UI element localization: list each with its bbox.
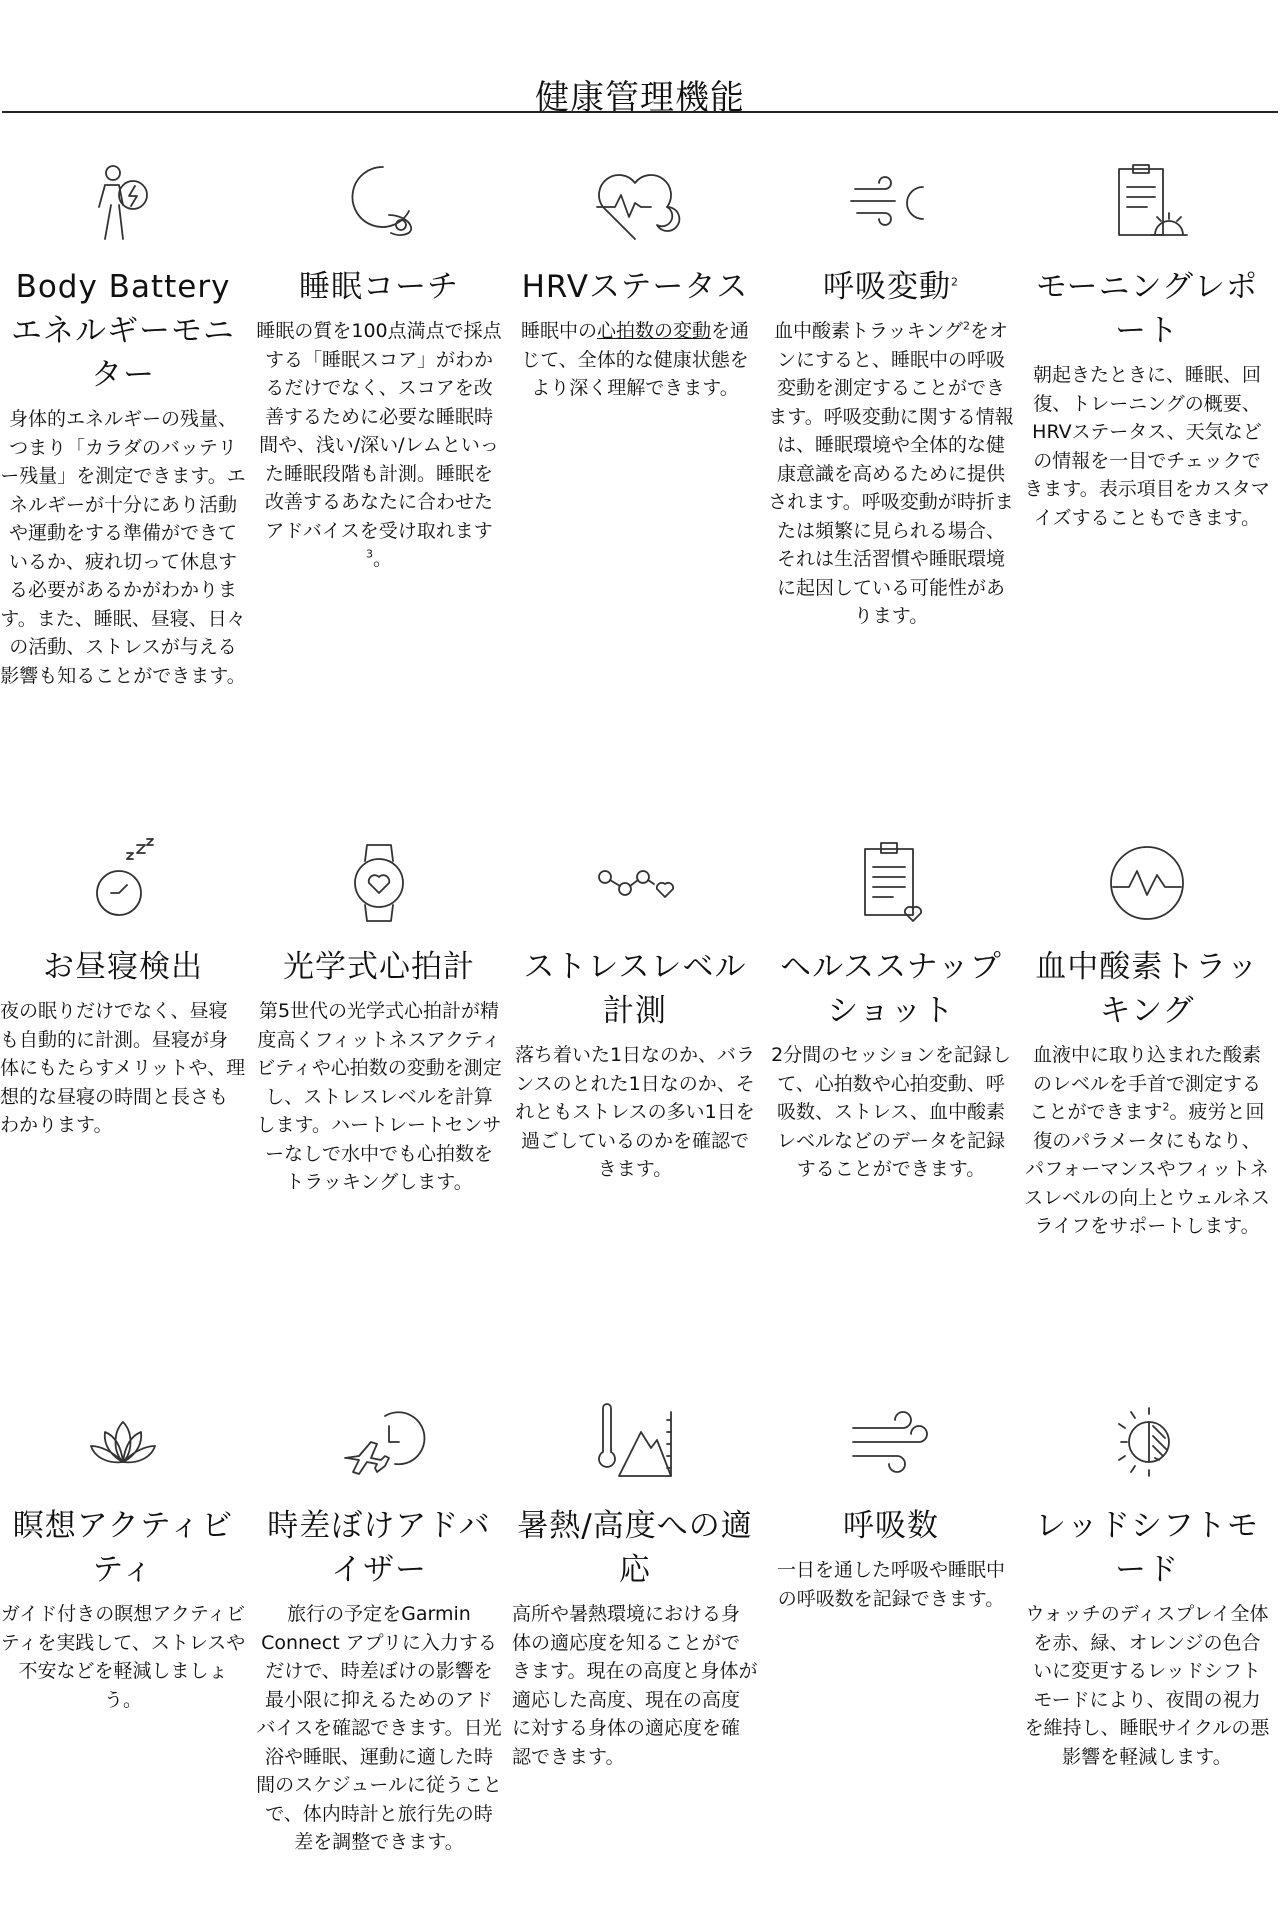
feature-pulse-ox [1024,835,1270,1241]
feature-title: 瞑想アクティビティ [12,1508,234,1588]
feature-description: 夜の眠りだけでなく、昼寝も自動的に計測。昼寝が身体にもたらすメリットや、理想的な昼寝の時間と長さもわかります。 [0,1000,246,1136]
feature-description: 2分間のセッションを記録して、心拍数や心拍変動、呼吸数、ストレス、血中酸素レベルなどのデータを記録することができます。 [771,1044,1011,1180]
feature-title: ヘルススナップショット [780,949,1002,1029]
feature-description: ガイド付きの瞑想アクティビティを実践して、ストレスや不安などを軽減しましょう。 [0,1603,246,1711]
feature-title: 光学式心拍計 [283,949,475,985]
feature-description: ウォッチのディスプレイ全体を赤、緑、オレンジの色合いに変更するレッドシフトモードにより、夜間の視力を維持し、睡眠サイクルの悪影響を軽減します。 [1024,1603,1270,1768]
feature-description: 身体的エネルギーの残量、つまり「カラダのバッテリー残量」を測定できます。エネルギーが十分にあり活動や運動をする準備ができているか、疲れ切って休息する必要があるかがわかります。また、睡眠、昼寝、日々の活動、ストレスが与える影響も知ることができます。 [0,408,246,687]
feature-description: 第5世代の光学式心拍計が精度高くフィットネスアクティビティや心拍数の変動を測定し、ストレスレベルを計算します。ハートレートセンサーなしで水中でも心拍数をトラッキングします。 [256,1000,502,1193]
person-energy-icon [75,155,171,251]
feature-stress-level [512,835,758,1184]
feature-body-battery [0,155,246,690]
feature-title: ストレスレベル計測 [523,949,747,1029]
feature-description: 血液中に取り込まれた酸素のレベルを手首で測定することができます$^2$。疲労と回復のパラメータにもなり、パフォーマンスやフィットネスレベルの向上とウェルネスライフをサポートします。 [1024,1044,1270,1237]
feature-title: 呼吸数 [843,1508,939,1544]
watch-heart-icon [331,835,427,931]
feature-jet-lag [256,1394,502,1857]
feature-description: 朝起きたときに、睡眠、回復、トレーニングの概要、HRVステータス、天気などの情報を一目でチェックできます。表示項目をカスタマイズすることもできます。 [1024,364,1270,529]
feature-description: 睡眠の質を100点満点で採点する「睡眠スコア」がわかるだけでなく、スコアを改善するために必要な睡眠時間や、浅い/深い/レムといった睡眠段階も計測。睡眠を改善するあなたに合わせたアドバイスを受け取れます$^3$。 [256,320,502,570]
feature-title: 暑熱/高度への適応 [517,1508,753,1588]
feature-breathing-variation [768,155,1014,631]
feature-health-snapshot [768,835,1014,1184]
feature-optical-hr [256,835,502,1197]
feature-description: 落ち着いた1日なのか、バランスのとれた1日なのか、それともストレスの多い1日を過ごしているのかを確認できます。 [514,1044,756,1180]
feature-description: 血中酸素トラッキング$^2$をオンにすると、睡眠中の呼吸変動を測定することができます。呼吸変動に関する情報は、睡眠環境や全体的な健康意識を高めるために提供されます。呼吸変動が時折または頻繁に見られる場合、それは生活習慣や睡眠環境に起因している可能性があります。 [768,319,1014,627]
hrv-link[interactable]: 心拍数の変動 [596,320,711,342]
clipboard-heart-icon [843,835,939,931]
watch-zzz-icon [75,835,171,931]
feature-title: お昼寝検出 [43,949,203,985]
thermometer-mountain-icon [587,1394,683,1490]
redshift-sun-icon [1099,1394,1195,1490]
wind-moon-icon [843,155,939,251]
feature-meditation [0,1394,246,1714]
heart-wave-moon-icon [587,155,683,251]
feature-morning-report [1024,155,1270,532]
feature-title: HRVステータス [521,269,749,305]
lotus-icon [75,1394,171,1490]
feature-description: 旅行の予定をGarmin Connect アプリに入力するだけで、時差ぼけの影響を最小限に抑えるためのアドバイスを確認できます。日光浴や睡眠、運動に適した時間のスケジュールに従うことで、体内時計と旅行先の時差を調整できます。 [256,1603,502,1853]
feature-description: 一日を通した呼吸や睡眠中の呼吸数を記録できます。 [776,1559,1005,1610]
feature-sleep-coach [256,155,502,574]
feature-title: 呼吸変動$^2$ [823,269,959,305]
pulse-ox-icon [1099,835,1195,931]
page-title: 健康管理機能 [535,78,745,118]
feature-title: Body Battery エネルギーモニター [11,269,235,393]
feature-nap-detection [0,835,246,1140]
feature-title: レッドシフトモード [1035,1508,1259,1588]
feature-description: 高所や暑熱環境における身体の適応度を知ることができます。現在の高度と身体が適応した高度、現在の高度に対する身体の適応度を確認できます。 [512,1603,758,1768]
plane-clock-icon [331,1394,427,1490]
feature-hrv-status [512,155,758,403]
feature-title: 時差ぼけアドバイザー [267,1508,491,1588]
feature-heat-altitude [512,1394,758,1771]
feature-respiration [768,1394,1014,1613]
feature-title: 睡眠コーチ [299,269,459,305]
feature-red-shift [1024,1394,1270,1771]
moon-sleep-icon [331,155,427,251]
feature-title: モーニングレポート [1035,269,1259,349]
feature-description: 睡眠中の心拍数の変動を通じて、全体的な健康状態をより深く理解できます。 [520,320,750,399]
stress-wave-icon [587,835,683,931]
feature-title: 血中酸素トラッキング [1035,949,1259,1029]
wind-icon [843,1394,939,1490]
clipboard-sunrise-icon [1099,155,1195,251]
